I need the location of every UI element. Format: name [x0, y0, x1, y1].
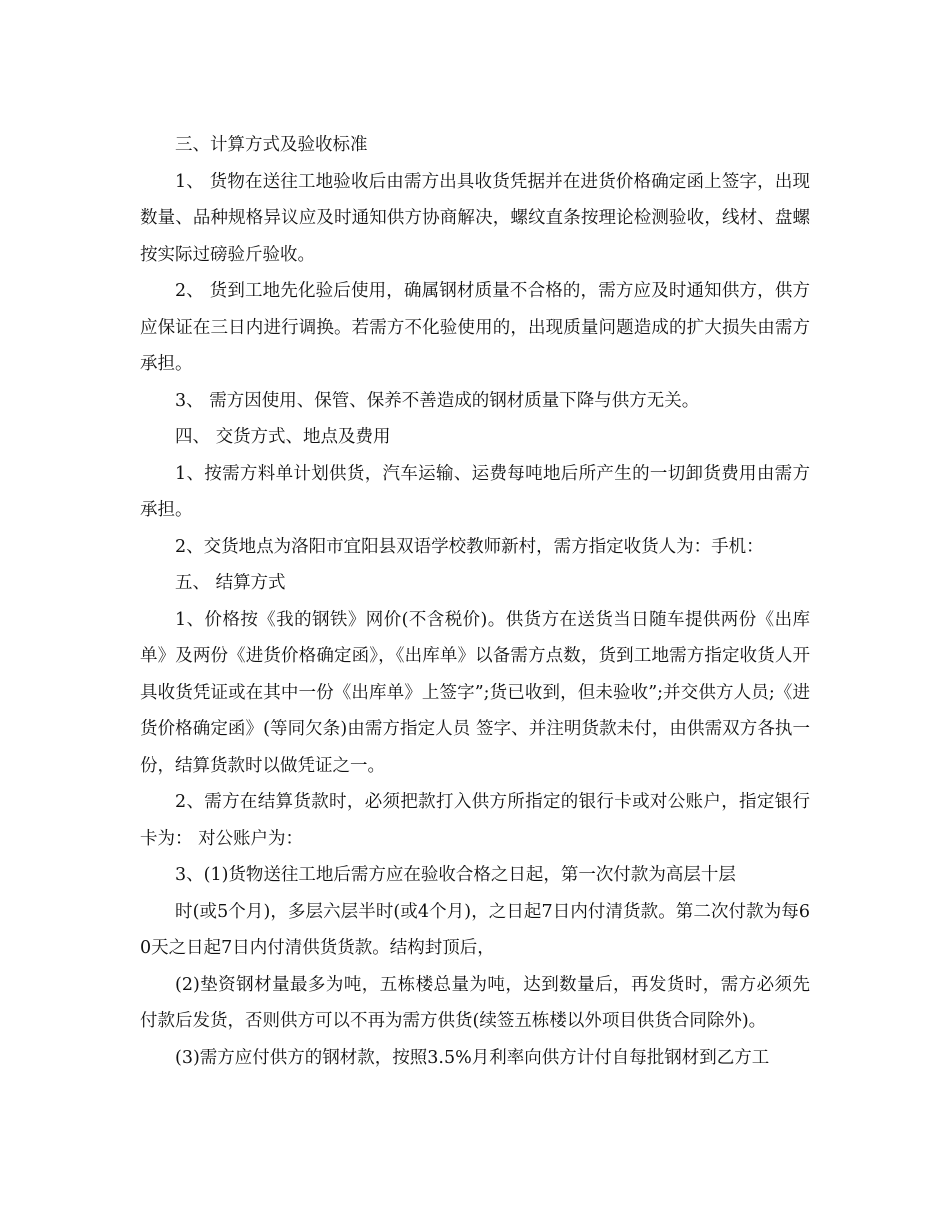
section-heading-delivery: 四、 交货方式、地点及费用: [175, 427, 391, 447]
paragraph-acceptance-1: 1、 货物在送往工地验收后由需方出具收货凭据并在进货价格确定函上签字，出现数量、品种规格异议应及时通知供方协商解决，螺纹直条按理论检测验收，线材、盘螺按实际过磅验斤验收。: [140, 171, 810, 265]
paragraph-settlement-1: 1、价格按《我的钢铁》网价(不含税价)。供货方在送货当日随车提供两份《出库单》及两份《进货价格确定函》，《出库单》以备需方点数，货到工地需方指定收货人开具收货凭证或在其中一份《出库单》上签字”;货已收到，但未验收”;并交供方人员;《进货价格确定函》(等同欠条)由需方指定人员 签字、并注明货款未付，由供需双方各执一份，结算货款时以做凭证之一。: [140, 609, 810, 776]
section-heading-settlement: 五、 结算方式: [175, 573, 286, 593]
paragraph-settlement-3-2: (2)垫资钢材量最多为吨，五栋楼总量为吨，达到数量后，再发货时，需方必须先付款后发货，否则供方可以不再为需方供货(续签五栋楼以外项目供货合同除外)。: [140, 974, 810, 1031]
paragraph-settlement-3-continued: 时(或5个月)，多层六层半时(或4个月)，之日起7日内付清货款。第二次付款为每60天之日起7日内付清供货货款。结构封顶后，: [140, 901, 810, 958]
paragraph-settlement-3-3: (3)需方应付供方的钢材款，按照3.5%月利率向供方计付自每批钢材到乙方工: [175, 1047, 770, 1068]
document-body: [140, 127, 810, 1076]
paragraph-delivery-1: 1、按需方料单计划供货，汽车运输、运费每吨地后所产生的一切卸货费用由需方承担。: [140, 463, 810, 520]
paragraph-acceptance-2: 2、 货到工地先化验后使用，确属钢材质量不合格的，需方应及时通知供方，供方应保证在三日内进行调换。若需方不化验使用的，出现质量问题造成的扩大损失由需方承担。: [140, 281, 810, 374]
section-heading-calculation: 三、计算方式及验收标准: [175, 135, 368, 155]
paragraph-settlement-3-1: 3、(1)货物送往工地后需方应在验收合格之日起，第一次付款为高层十层: [175, 865, 736, 885]
paragraph-delivery-2: 2、交货地点为洛阳市宜阳县双语学校教师新村，需方指定收货人为：手机：: [175, 536, 764, 557]
paragraph-acceptance-3: 3、 需方因使用、保管、保养不善造成的钢材质量下降与供方无关。: [175, 390, 700, 411]
paragraph-settlement-2: 2、需方在结算货款时，必须把款打入供方所指定的银行卡或对公账户，指定银行卡为： 对公账户为：: [140, 792, 810, 849]
